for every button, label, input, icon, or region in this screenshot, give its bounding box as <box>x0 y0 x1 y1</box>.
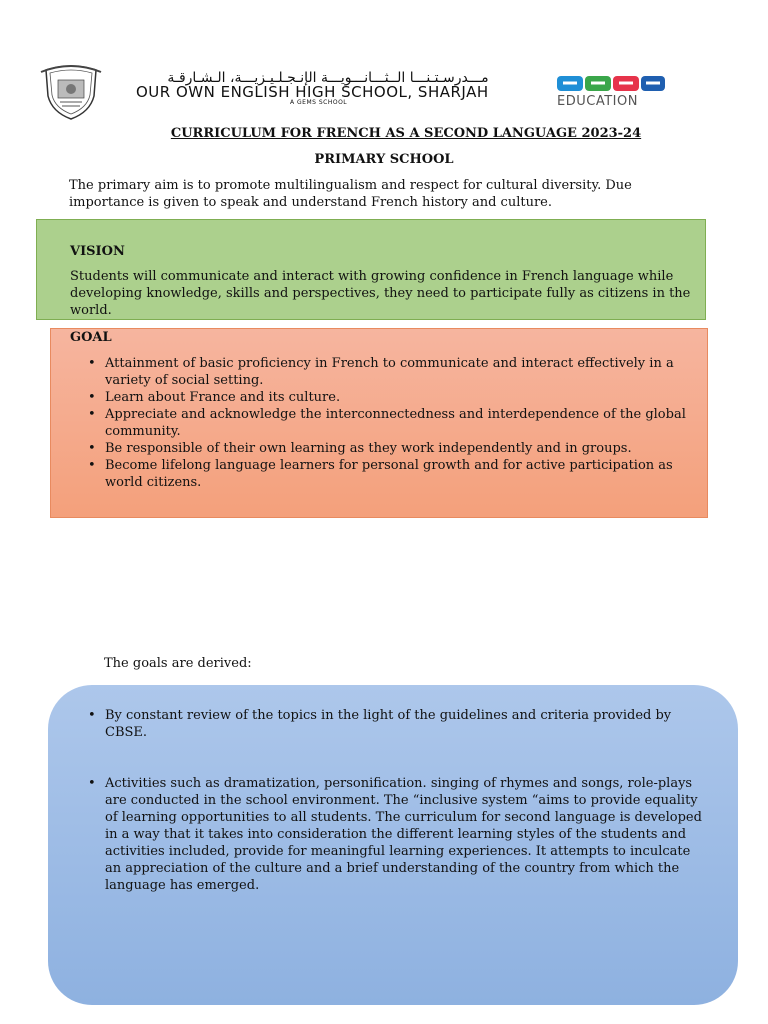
gems-logo <box>557 74 665 94</box>
bullet-icon: • <box>88 776 96 791</box>
derived-item-text: By constant review of the topics in the light of the guidelines and criteria provided by CBSE. <box>105 708 672 740</box>
goal-item <box>88 440 695 457</box>
goal-list <box>88 355 695 491</box>
page-subtitle: PRIMARY SCHOOL <box>314 152 454 167</box>
school-crest-logo <box>40 64 102 120</box>
goal-item <box>88 406 695 440</box>
goal-item-text: Attainment of basic proficiency in French to communicate and interact effectively in a variety of social setting. <box>105 356 674 388</box>
goal-item <box>88 457 695 491</box>
goal-item-text: Be responsible of their own learning as they work independently and in groups. <box>105 441 632 456</box>
school-name: OUR OWN ENGLISH HIGH SCHOOL, SHARJAH <box>136 83 489 101</box>
derived-item <box>88 775 705 894</box>
derived-item-text: Activities such as dramatization, personification. singing of rhymes and songs, role-plays are conducted in the school environment. The “inclusive system “aims to provide equality of learning opportunities to all students. The curriculum for second language is developed in a way that it takes into consideration the different learning styles of the students and activities included, provide for meaningful learning experiences. It attempts to inculcate an appreciation of the culture and a brief understanding of the country from which the language has emerged. <box>105 776 702 893</box>
school-subtitle: A GEMS SCHOOL <box>290 99 348 106</box>
goal-item-text: Become lifelong language learners for personal growth and for active participation as world citizens. <box>105 458 673 490</box>
bullet-icon: • <box>88 407 96 422</box>
gems-education-label: EDUCATION <box>557 94 638 109</box>
goal-box <box>50 328 708 518</box>
vision-text: Students will communicate and interact with growing confidence in French language while developing knowledge, skills and perspectives, they need to participate fully as citizens in the world. <box>70 269 691 318</box>
page-title <box>0 126 768 141</box>
vision-box <box>36 219 706 320</box>
goal-item-text: Learn about France and its culture. <box>105 390 341 405</box>
bullet-icon: • <box>88 356 96 371</box>
goal-item-text: Appreciate and acknowledge the interconnectedness and interdependence of the global community. <box>105 407 686 439</box>
derived-list <box>88 707 705 894</box>
vision-heading: VISION <box>70 244 125 259</box>
derived-intro: The goals are derived: <box>104 656 252 671</box>
bullet-icon: • <box>88 390 96 405</box>
goal-item <box>88 355 695 389</box>
bullet-icon: • <box>88 441 96 456</box>
bullet-icon: • <box>88 458 96 473</box>
goal-item <box>88 389 695 406</box>
school-name-arabic: مـــدرسـتـنـــا الــثـــانـــويـــة الإنـجـلـيـزيـــة، الـشـارقـة <box>167 70 489 86</box>
bullet-icon: • <box>88 708 96 723</box>
goal-heading: GOAL <box>70 330 112 345</box>
derived-item <box>88 707 705 741</box>
page-title-text: CURRICULUM FOR FRENCH AS A SECOND LANGUAGE 2023-24 <box>170 126 642 141</box>
intro-paragraph: The primary aim is to promote multilingualism and respect for cultural diversity. Due importance is given to speak and understand French history and culture. <box>69 178 632 210</box>
derived-box <box>48 685 738 1005</box>
